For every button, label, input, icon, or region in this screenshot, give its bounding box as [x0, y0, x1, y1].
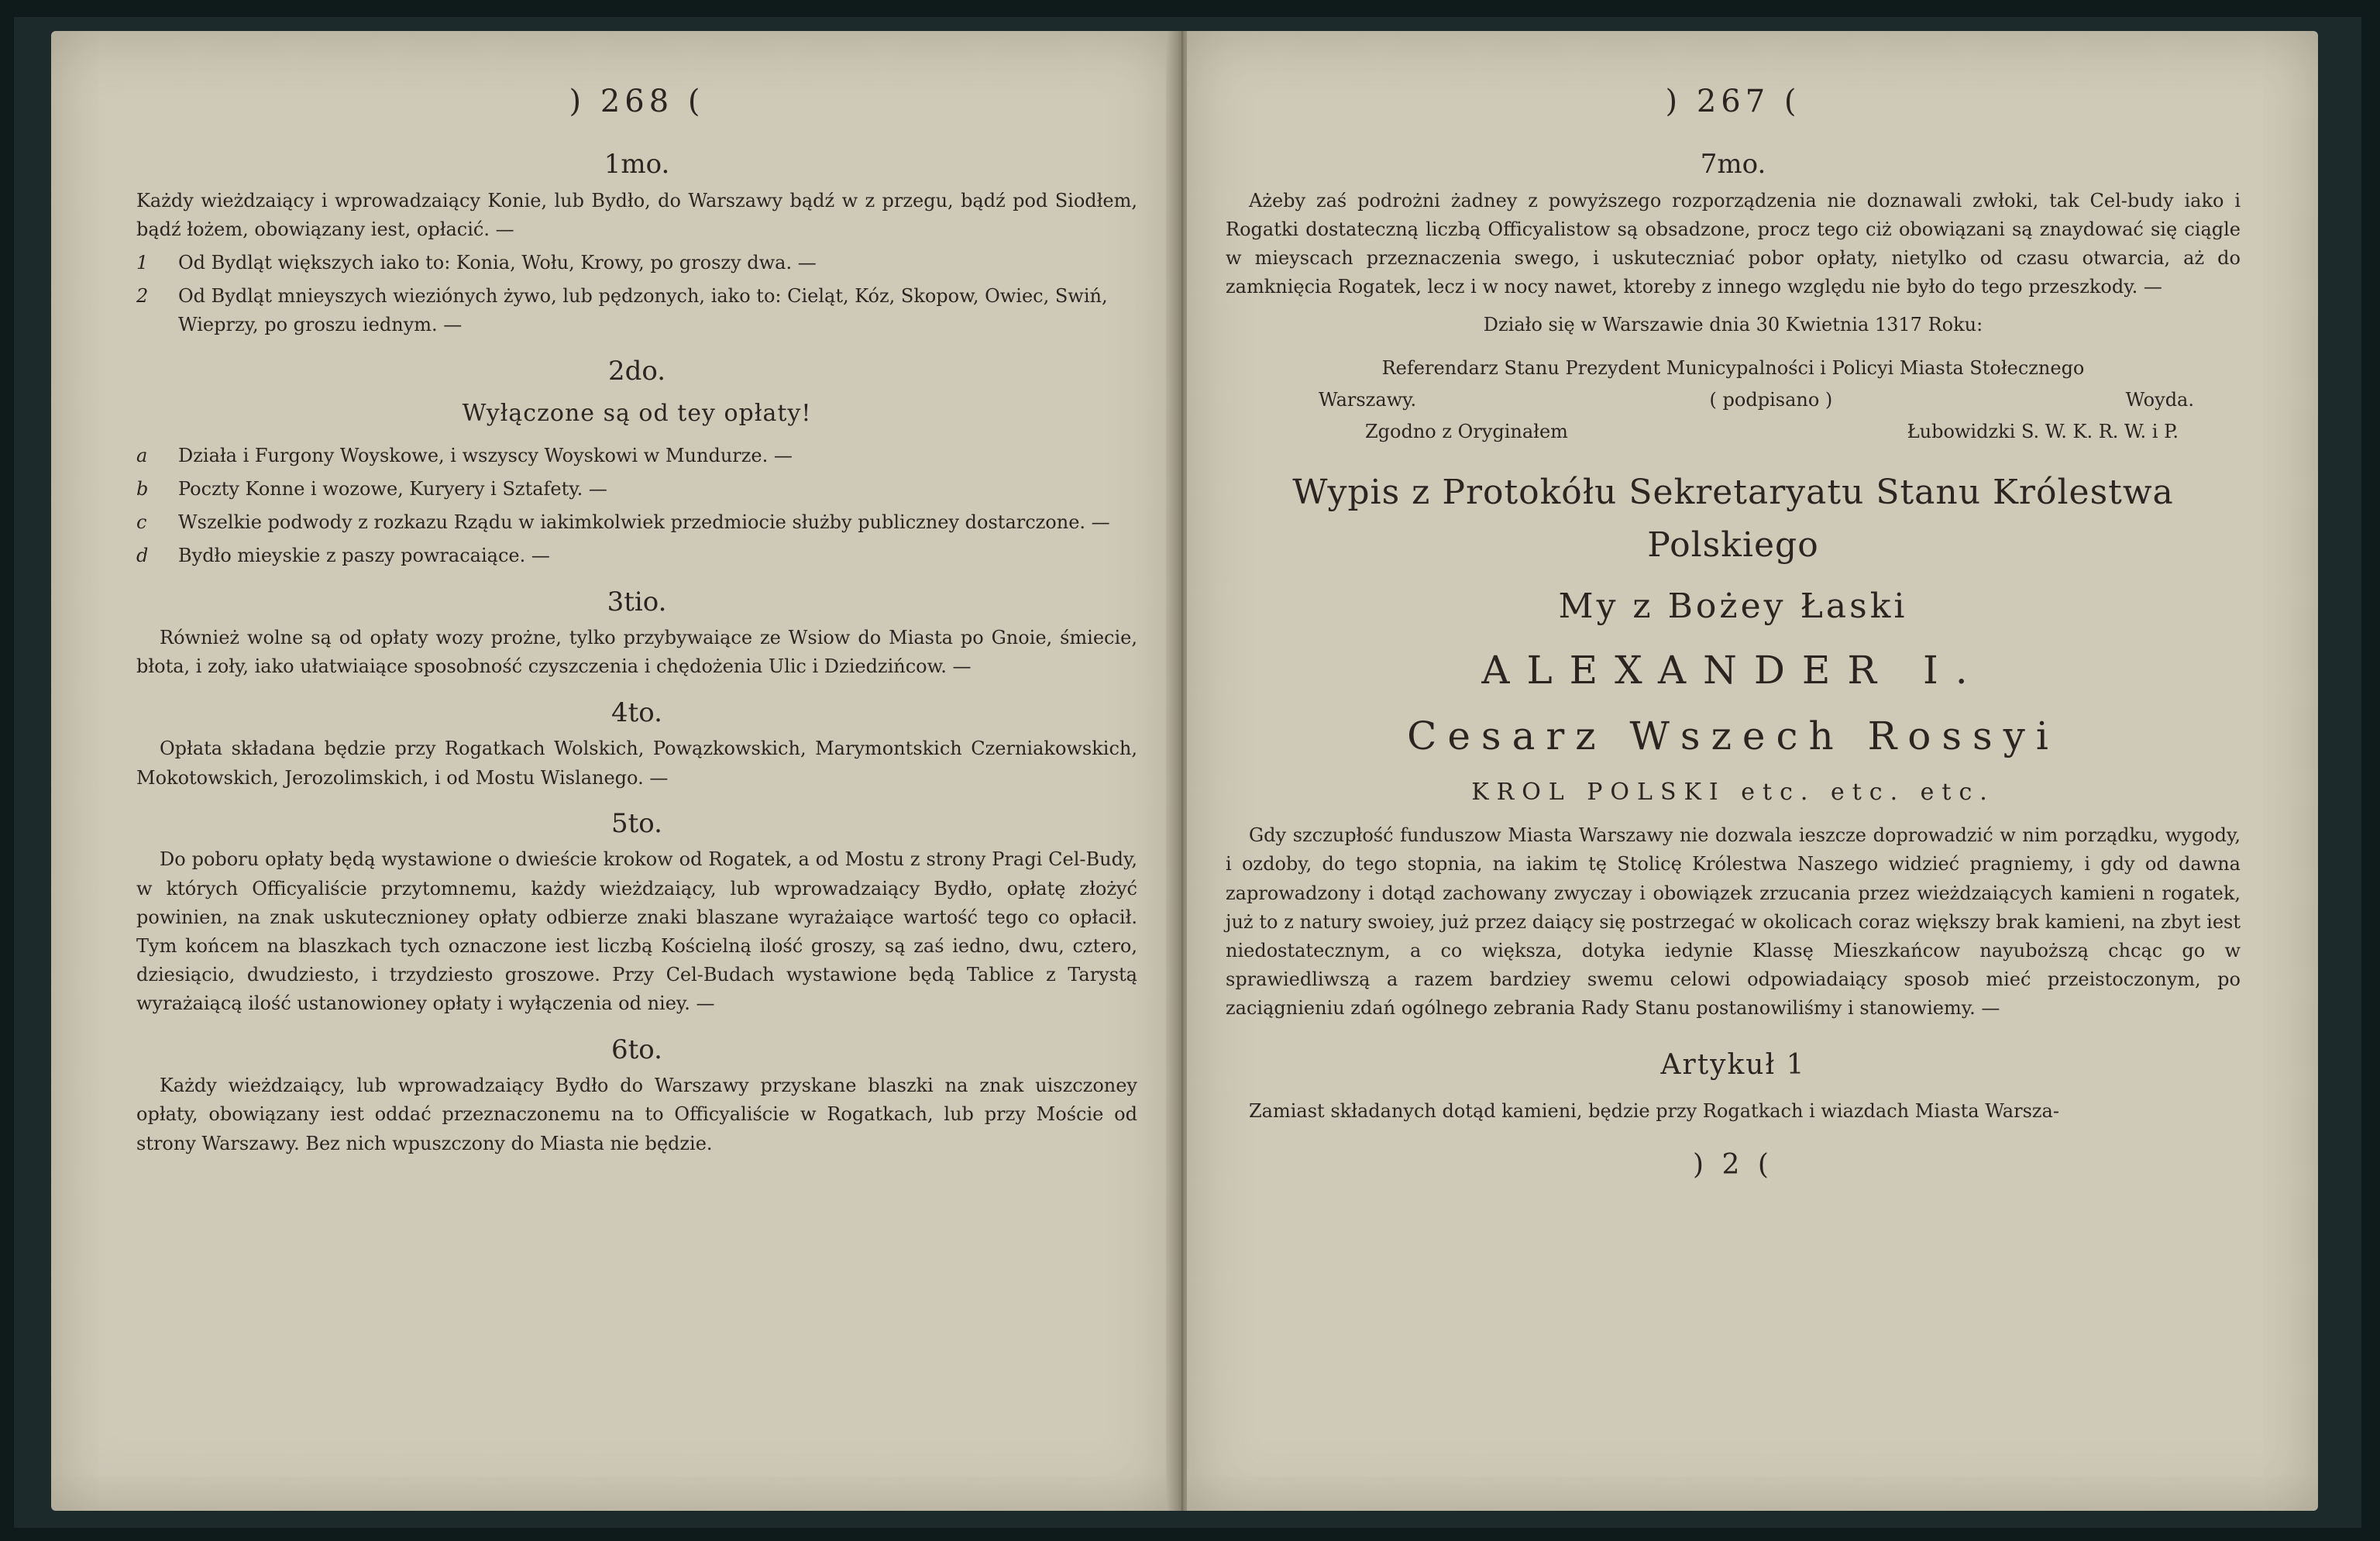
document-title: Wypis z Protokółu Sekretaryatu Stanu Królestwa Polskiego [1292, 473, 2174, 566]
item-mark: b [136, 478, 149, 500]
section-3-label: 3tio. [607, 586, 667, 617]
section-2-subhead: Wyłączone są od tey opłaty! [462, 400, 812, 428]
section-5-label: 5to. [611, 807, 662, 839]
section-4-label: 4to. [611, 697, 662, 728]
item-mark: 2 [136, 285, 149, 308]
section-5-text: Do poboru opłaty będą wystawione o dwieście krokow od Rogatek, a od Mostu z strony Pragi Cel-Budy, w których Officyaliście przytomnemu, każdy wieżdzaiący, lub wprowadzaiący Bydło, opłatę złożyć powinien, na znak uskutecznioney opłaty odbierze znaki blaszane wyrażaiące wartość tego co opłacił. Tym końcem na blaszkach tych oznaczone iest liczbą Kościelną ilość groszy, są zaś iedno, dwu, cztero, dziesiącio, dwudziesto, i trzydziesto groszowe. Przy Cel-Budach wystawione będą Tablice z Tarystą wyrażaiącą ilość ustanowioney opłaty i wyłączenia od niey. — [136, 848, 1137, 1015]
article-1-text: Zamiast składanych dotąd kamieni, będzie przy Rogatkach i wiazdach Miasta Warsza- [1249, 1100, 2059, 1123]
list-item [136, 542, 1137, 570]
list-item [136, 475, 1137, 504]
item-text: Od Bydląt większych iako to: Konia, Wołu, Krowy, po groszy dwa. — [178, 252, 817, 274]
list-item [136, 282, 1137, 339]
title-by-grace: My z Bożey Łaski [1558, 586, 1908, 626]
signature-name: Woyda. [2125, 388, 2194, 411]
section-6-label: 6to. [611, 1034, 662, 1065]
item-text: Od Bydląt mnieyszych wieziónych żywo, lub pędzonych, iako to: Cieląt, Kóz, Skopow, Owiec, Swiń, Wieprzy, po groszu iednym. — [178, 285, 1108, 336]
page-number-267: ) 267 ( [1665, 84, 1801, 119]
signature-secretary: Łubowidzki S. W. K. R. W. i P. [1907, 421, 2179, 442]
decree-body: Gdy szczupłość funduszow Miasta Warszawy nie dozwala ieszcze doprowadzić w nim porządku, wygody, i ozdoby, do tego stopnia, na iakim tę Stolicę Królestwa Naszego widzieć pragniemy, i gdy od dawna zaprowadzony i dotąd zachowany zwyczay i obowiązek zrzucania przez wieżdzaiących kamieni n rogatek, już to z natury swoiey, już przez daiący się postrzegać w okolicach coraz większy brak kamieni, na zbyt iest niedostatecznym, a co większa, dotyka iedynie Klassę Mieszkańcow nayuboższą chcąc go w sprawiedliwszą a razem bardziey swemu celowi odpowiadaiący sposob mieć przeistoczonym, po zaciągnieniu zdań ogólnego zebrania Rady Stanu postanowiliśmy i stanowiemy. — [1226, 824, 2241, 1020]
left-page [51, 31, 1176, 1511]
item-text: Wszelkie podwody z rozkazu Rządu w iakimkolwiek przedmiocie służby publiczney dostarczone. — [178, 511, 1110, 534]
article-heading: Artykuł 1 [1660, 1048, 1806, 1081]
dated-line: Działo się w Warszawie dnia 30 Kwietnia 1317 Roku: [1483, 314, 1983, 336]
right-page [1187, 31, 2318, 1511]
title-monarch: ALEXANDER I. [1481, 647, 1985, 693]
signature-signed: ( podpisano ) [1709, 388, 1833, 411]
page-number-268: ) 268 ( [569, 84, 705, 119]
signature-conformity: Zgodno z Oryginałem [1365, 421, 1568, 442]
item-mark: a [136, 444, 148, 466]
list-item [136, 508, 1137, 537]
signature-row-1 [1226, 386, 2241, 414]
item-mark: d [136, 545, 149, 567]
list-item [136, 442, 1137, 470]
left-page-content [136, 77, 1137, 1158]
section-3-text: Również wolne są od opłaty wozy prożne, tylko przybywaiące ze Wsiow do Miasta po Gnoie, śmiecie, błota, i zoły, iako ułatwiaiące sposobność czyszczenia i chędożenia Ulic i Dziedzińcow. — [136, 627, 1137, 678]
section-7-label: 7mo. [1700, 149, 1766, 180]
title-emperor: Cesarz Wszech Rossyi [1407, 714, 2059, 759]
section-1-label: 1mo. [604, 149, 670, 180]
title-king: KROL POLSKI etc. etc. etc. [1471, 778, 1995, 806]
section-6-text: Każdy wieżdzaiący, lub wprowadzaiący Bydło do Warszawy przyskane blaszki na znak uiszczoney opłaty, obowiązany iest oddać przeznaczonemu na to Officyaliście w Rogatkach, lub przy Moście od strony Warszawy. Bez nich wpuszczony do Miasta nie będzie. [136, 1075, 1137, 1154]
section-1-intro: Każdy wieżdzaiący i wprowadzaiący Konie, lub Bydło, do Warszawy bądź w z przegu, bądź pod Siodłem, bądź łożem, obowiązany iest, opłacić. — [136, 189, 1137, 240]
section-2-label: 2do. [607, 355, 666, 387]
catchword: ) 2 ( [1693, 1148, 1773, 1181]
item-text: Poczty Konne i wozowe, Kuryery i Sztafety. — [178, 478, 607, 500]
item-mark: c [136, 511, 147, 534]
section-7-text: Ażeby zaś podrożni żadney z powyższego rozporządzenia nie doznawali zwłoki, tak Cel-budy iako i Rogatki dostateczną liczbą Officyalistow są obsadzone, procz tego ciż obowiązani są znaydować się ciągle w mieyscach przeznaczenia swego, i uskuteczniać pobor opłaty, nietylko od czasu otwarcia, aż do zamknięcia Rogatek, lecz i w nocy nawet, ktoreby z innego względu nie było do tego przeszkody. — [1226, 189, 2241, 298]
section-4-text: Opłata składana będzie przy Rogatkach Wolskich, Powązkowskich, Marymontskich Czerniakowskich, Mokotowskich, Jerozolimskich, i od Mostu Wislanego. — [136, 738, 1137, 789]
signature-row-2 [1226, 418, 2241, 446]
signature-title: Referendarz Stanu Prezydent Municypalności i Policyi Miasta Stołecznego [1381, 356, 2085, 379]
item-text: Działa i Furgony Woyskowe, i wszyscy Woyskowi w Mundurze. — [178, 444, 793, 466]
signature-city: Warszawy. [1319, 388, 1417, 411]
item-mark: 1 [136, 252, 149, 274]
list-item [136, 249, 1137, 277]
right-page-content [1226, 77, 2241, 1186]
item-text: Bydło mieyskie z paszy powracaiące. — [178, 545, 550, 567]
